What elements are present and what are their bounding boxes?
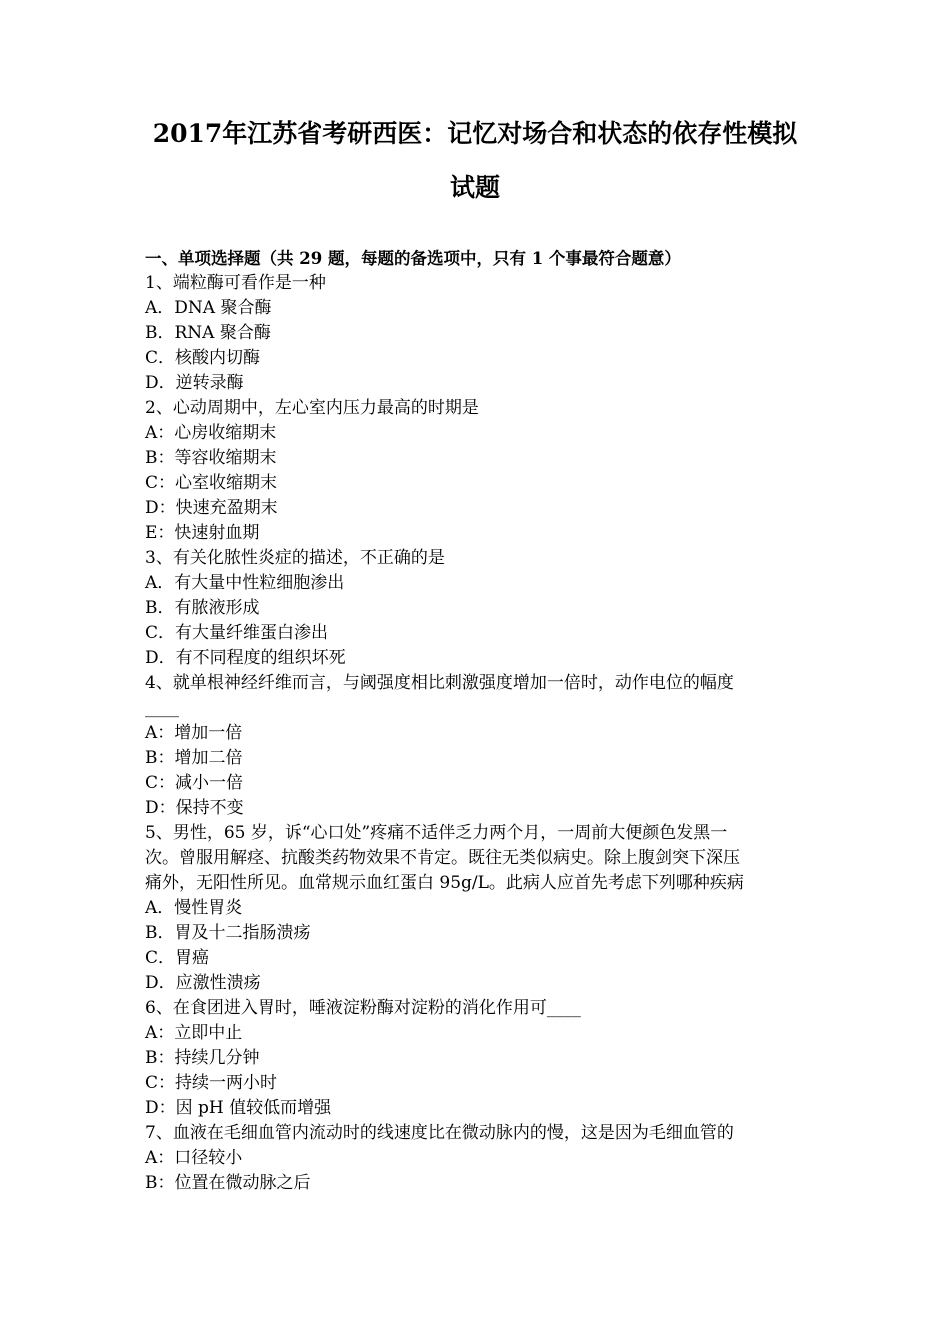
question-5-option-c: C．胃癌 xyxy=(145,948,210,968)
question-7-option-b: B：位置在微动脉之后 xyxy=(145,1173,311,1193)
question-3: 3、有关化脓性炎症的描述，不正确的是 xyxy=(145,548,445,568)
question-1-option-b: B．RNA 聚合酶 xyxy=(145,323,271,343)
question-5-line-3: 痛外，无阳性所见。血常规示血红蛋白 95g/L。此病人应首先考虑下列哪种疾病 xyxy=(145,873,744,893)
question-2: 2、心动周期中，左心室内压力最高的时期是 xyxy=(145,398,479,418)
question-5-option-a: A．慢性胃炎 xyxy=(145,898,243,918)
document-title-line-2: 试题 xyxy=(449,173,500,202)
question-5-line-1: 5、男性，65 岁，诉“心口处”疼痛不适伴乏力两个月，一周前大便颜色发黑一 xyxy=(145,823,728,843)
question-6-option-b: B：持续几分钟 xyxy=(145,1048,260,1068)
question-6-option-c: C：持续一两小时 xyxy=(145,1073,278,1093)
document-body xyxy=(145,246,825,1196)
question-1-option-c: C．核酸内切酶 xyxy=(145,348,261,368)
question-4: 4、就单根神经纤维而言，与阈强度相比刺激强度增加一倍时，动作电位的幅度 xyxy=(145,673,734,693)
question-6: 6、在食团进入胃时，唾液淀粉酶对淀粉的消化作用可____ xyxy=(145,998,581,1018)
question-6-option-a: A：立即中止 xyxy=(145,1023,243,1043)
question-1-option-d: D．逆转录酶 xyxy=(145,373,244,393)
question-6-option-d: D：因 pH 值较低而增强 xyxy=(145,1098,332,1118)
question-3-option-a: A．有大量中性粒细胞渗出 xyxy=(145,573,345,593)
question-4-option-a: A：增加一倍 xyxy=(145,723,243,743)
question-5-option-b: B．胃及十二指肠溃疡 xyxy=(145,923,311,943)
question-5-line-2: 次。曾服用解痉、抗酸类药物效果不肯定。既往无类似病史。除上腹剑突下深压 xyxy=(145,848,740,868)
section-heading: 一、单项选择题（共 29 题，每题的备选项中，只有 1 个事最符合题意） xyxy=(145,249,681,268)
question-4-option-b: B：增加二倍 xyxy=(145,748,243,768)
question-7: 7、血液在毛细血管内流动时的线速度比在微动脉内的慢，这是因为毛细血管的 xyxy=(145,1123,734,1143)
question-4-option-c: C：减小一倍 xyxy=(145,773,244,793)
question-1-option-a: A．DNA 聚合酶 xyxy=(145,298,272,318)
question-2-option-e: E：快速射血期 xyxy=(145,523,260,543)
question-3-option-d: D．有不同程度的组织坏死 xyxy=(145,648,346,668)
question-2-option-b: B：等容收缩期末 xyxy=(145,448,277,468)
question-3-option-c: C．有大量纤维蛋白渗出 xyxy=(145,623,329,643)
question-2-option-d: D：快速充盈期末 xyxy=(145,498,278,518)
question-4-blank: ____ xyxy=(145,698,179,718)
question-1: 1、端粒酶可看作是一种 xyxy=(145,273,326,293)
question-3-option-b: B．有脓液形成 xyxy=(145,598,260,618)
question-2-option-c: C：心室收缩期末 xyxy=(145,473,278,493)
question-2-option-a: A：心房收缩期末 xyxy=(145,423,277,443)
document-title-line-1: 2017年江苏省考研西医：记忆对场合和状态的依存性模拟 xyxy=(152,119,798,148)
question-4-option-d: D：保持不变 xyxy=(145,798,244,818)
question-7-option-a: A：口径较小 xyxy=(145,1148,243,1168)
question-5-option-d: D．应激性溃疡 xyxy=(145,973,261,993)
